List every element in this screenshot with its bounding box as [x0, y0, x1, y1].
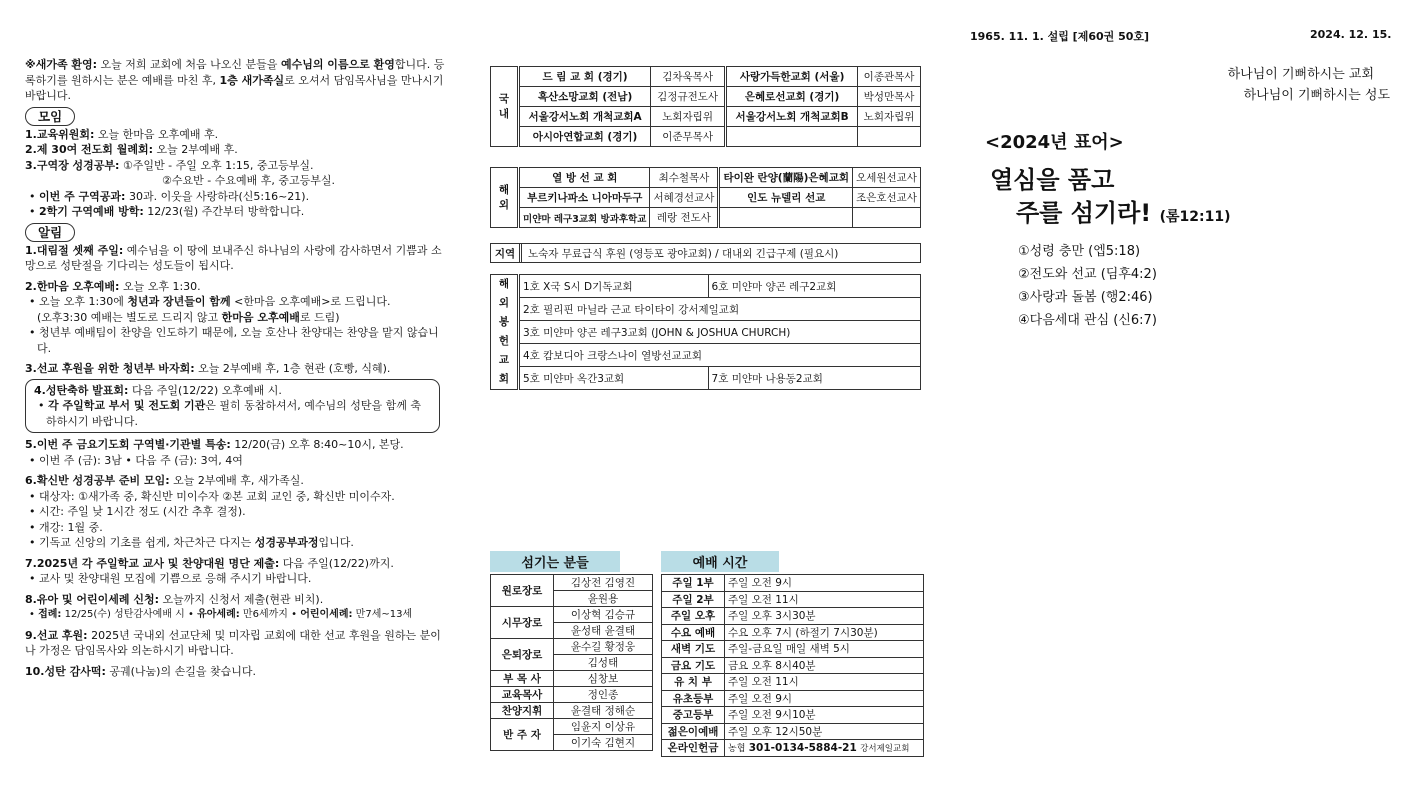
notice-item: 3.선교 후원을 위한 청년부 바자회: 오늘 2부예배 후, 1층 현관 (호빵, 식혜). [25, 362, 391, 375]
table-cell: 이준무목사 [651, 127, 726, 147]
servant-names: 윤원용 [554, 591, 653, 607]
table-row [662, 657, 924, 674]
year-theme-title: <2024년 표어> [985, 132, 1124, 153]
table-cell: 김정규전도사 [651, 87, 726, 107]
servant-names: 심창보 [554, 671, 653, 687]
motto-line: 하나님이 기뻐하시는 성도 [1243, 88, 1390, 103]
notice-bullet: • 기독교 신앙의 기초를 쉽게, 차근차근 다지는 성경공부과정입니다. [29, 536, 354, 549]
servant-names: 윤수길 황정웅 [554, 639, 653, 655]
worship-time: 주일 오전 9시 [725, 690, 924, 707]
online-offering-account [725, 740, 924, 757]
servant-role: 시무장로 [491, 607, 554, 639]
worship-time: 수요 오후 7시 (하절기 7시30분) [725, 624, 924, 641]
table-cell: 미얀마 레구3교회 방과후학교 [519, 208, 650, 228]
theme-reference: (롬12:11) [1159, 209, 1231, 225]
table-row [491, 344, 921, 367]
table-cell: 오세원선교사 [853, 168, 921, 188]
table-row [491, 127, 921, 147]
table-cell: 2호 필리핀 마닐라 근교 타이타이 강서제일교회 [519, 298, 921, 321]
meeting-item: 1.교육위원회: 오늘 한마음 오후예배 후. [25, 127, 219, 141]
servant-names: 윤결태 정해순 [554, 703, 653, 719]
table-cell: 흑산소망교회 (전남) [519, 87, 651, 107]
meeting-item: 2.제 30여 전도회 월례회: 오늘 2부예배 후. [25, 143, 238, 156]
table-cell [719, 208, 853, 228]
account-number: 301-0134-5884-21 [748, 742, 857, 755]
motto-line: 하나님이 기뻐하시는 교회 [1227, 67, 1374, 82]
worship-title: 예배 시간 [661, 551, 779, 572]
table-cell: 서울강서노회 개척교회A [519, 107, 651, 127]
overseas-label: 해외 [491, 168, 519, 228]
table-row [491, 275, 921, 298]
worship-time: 주일 오전 9시10분 [725, 707, 924, 724]
notice-bullet: • 청년부 예배팀이 찬양을 인도하기 때문에, 오늘 호산나 찬양대는 찬양을 맡지 않습니다. [29, 326, 439, 355]
notice-item: 10.성탄 감사떡: 공궤(나눔)의 손길을 찾습니다. [25, 664, 256, 678]
worship-times-table [661, 574, 924, 757]
table-row [491, 703, 653, 719]
table-cell: 서울강서노회 개척교회B [726, 107, 858, 127]
left-column [25, 57, 450, 679]
meetings-section-label: 모임 [25, 107, 75, 126]
table-cell: 인도 뉴델리 선교 [719, 188, 853, 208]
worship-time: 주일 오전 11시 [725, 674, 924, 691]
servant-role: 반 주 자 [491, 719, 554, 751]
table-row [662, 608, 924, 625]
table-row [491, 671, 653, 687]
table-cell [726, 127, 858, 147]
notice-item: 1.대림절 셋째 주일: 예수님을 이 땅에 보내주신 하나님의 사랑에 감사하면서 기쁨과 소망으로 성탄절을 기다리는 성도들이 됩시다. [25, 243, 442, 272]
table-row [491, 575, 653, 591]
table-cell: 최수철목사 [650, 168, 719, 188]
theme-line-1: 열심을 품고 [990, 166, 1115, 194]
overseas-support-table [490, 167, 921, 228]
table-cell: 은혜로선교회 (경기) [726, 87, 858, 107]
worship-name: 주일 1부 [662, 575, 725, 592]
notice-item: 8.유아 및 어린이세례 신청: 오늘까지 신청서 제출(현관 비치). [25, 592, 324, 606]
worship-name: 새벽 기도 [662, 641, 725, 658]
servant-role: 찬양지휘 [491, 703, 554, 719]
region-support-band [490, 243, 921, 263]
table-row [662, 740, 924, 757]
table-cell: 사랑가득한교회 (서울) [726, 67, 858, 87]
region-label: 지역 [491, 244, 522, 262]
worship-time: 주일 오전 9시 [725, 575, 924, 592]
notice-bullet: • 시간: 주일 낮 1시간 정도 (시간 추후 결정). [29, 505, 246, 518]
notice-item: 7.2025년 각 주일학교 교사 및 찬양대원 명단 제출: 다음 주일(12/22)까지. [25, 556, 394, 570]
region-text: 노숙자 무료급식 후원 (영등포 광야교회) / 대내외 긴급구제 (필요시) [528, 247, 839, 260]
worship-name: 중고등부 [662, 707, 725, 724]
domestic-label: 국내 [491, 67, 519, 147]
table-cell: 6호 미얀마 양곤 레구2교회 [708, 275, 920, 298]
worship-time: 금요 오후 8시40분 [725, 657, 924, 674]
founding-info: 1965. 11. 1. 설립 [제60권 50호] [970, 30, 1150, 43]
table-row [491, 188, 921, 208]
table-cell: 서혜경선교사 [650, 188, 719, 208]
online-offering-label: 온라인헌금 [662, 740, 725, 757]
notice-item: 5.이번 주 금요기도회 구역별·기관별 특송: 12/20(금) 오후 8:40~10시, 본당. [25, 438, 404, 451]
notice-bullet: • 접례: 12/25(수) 성탄감사예배 시 • 유아세례: 만6세까지 • 어린이세례: 만7세~13세 [29, 609, 413, 620]
servant-names: 이상혁 김승규 [554, 607, 653, 623]
table-row [662, 624, 924, 641]
worship-time: 주일 오후 12시50분 [725, 723, 924, 740]
table-row [491, 321, 921, 344]
notice-item: 2.한마음 오후예배: 오늘 오후 1:30. [25, 279, 201, 293]
table-row [662, 674, 924, 691]
servant-role: 교육목사 [491, 687, 554, 703]
table-cell: 7호 미얀마 나용동2교회 [708, 367, 920, 390]
notice-bullet: • 오늘 오후 1:30에 청년과 장년들이 함께 <한마음 오후예배>로 드립니다. (오후3:30 예배는 별도로 드리지 않고 한마음 오후예배로 드림) [29, 295, 391, 324]
servant-names: 김상전 김영진 [554, 575, 653, 591]
table-cell: 열 방 선 교 회 [519, 168, 650, 188]
worship-name: 유 치 부 [662, 674, 725, 691]
servant-role: 은퇴장로 [491, 639, 554, 671]
worship-name: 주일 오후 [662, 608, 725, 625]
table-cell: 타이완 란양(蘭陽)은혜교회 [719, 168, 853, 188]
notice-bullet: • 대상자: ①새가족 중, 확신반 미이수자 ②본 교회 교인 중, 확신반 미이수자. [29, 489, 395, 503]
notices-section-label: 알림 [25, 223, 75, 242]
table-cell: 노회자립위 [651, 107, 726, 127]
table-row [662, 641, 924, 658]
table-cell: 조은호선교사 [853, 188, 921, 208]
theme-points [1018, 240, 1157, 332]
table-cell: 1호 X국 S시 D기독교회 [519, 275, 709, 298]
table-row [662, 723, 924, 740]
table-row [662, 690, 924, 707]
table-cell: 드 림 교 회 (경기) [519, 67, 651, 87]
notice-item: 9.선교 후원: 2025년 국내외 선교단체 및 미자립 교회에 대한 선교 후원을 원하는 분이나 가정은 담임목사와 의논하시기 바랍니다. [25, 628, 441, 657]
notice-bullet: • 이번 주 (금): 3남 • 다음 주 (금): 3여, 4여 [29, 453, 243, 467]
table-row [491, 367, 921, 390]
church-motto [1150, 64, 1390, 106]
theme-point: ④다음세대 관심 (신6:7) [1018, 313, 1157, 328]
worship-name: 금요 기도 [662, 657, 725, 674]
planted-label: 해 외 봉 헌 교 회 [491, 275, 519, 390]
bank-name: 농협 [728, 744, 746, 755]
table-row [491, 298, 921, 321]
servant-names: 김성태 [554, 655, 653, 671]
worship-name: 유초등부 [662, 690, 725, 707]
notice-bullet: • 교사 및 찬양대원 모집에 기쁨으로 응해 주시기 바랍니다. [29, 572, 312, 585]
notice-item: 6.확신반 성경공부 준비 모임: 오늘 2부예배 후, 새가족실. [25, 474, 304, 487]
table-row [662, 575, 924, 592]
servant-role: 부 목 사 [491, 671, 554, 687]
account-holder: 강서제일교회 [860, 744, 910, 755]
meeting-bullet: • 이번 주 구역공과: 30과. 이웃을 사랑하라(신5:16~21). [29, 189, 310, 203]
notice-bullet: • 개강: 1월 중. [29, 520, 103, 534]
servants-table [490, 574, 653, 751]
worship-name: 수요 예배 [662, 624, 725, 641]
table-cell: 부르키나파소 니아마두구 [519, 188, 650, 208]
table-row [491, 607, 653, 623]
table-cell: 3호 미얀마 양곤 레구3교회 (JOHN & JOSHUA CHURCH) [519, 321, 921, 344]
servant-names: 이기숙 김현지 [554, 735, 653, 751]
servant-role: 원로장로 [491, 575, 554, 607]
meeting-item-cont: ②수요반 - 수요예배 후, 중고등부실. [162, 174, 335, 187]
table-cell [858, 127, 921, 147]
table-row [491, 67, 921, 87]
servants-title: 섬기는 분들 [490, 551, 620, 572]
table-cell: 박성만목사 [858, 87, 921, 107]
table-row [491, 639, 653, 655]
worship-name: 젊은이예배 [662, 723, 725, 740]
table-cell: 5호 미얀마 옥간3교회 [519, 367, 709, 390]
meeting-item: 3.구역장 성경공부: ①주일반 - 주일 오후 1:15, 중고등부실. [25, 158, 314, 172]
table-row [662, 591, 924, 608]
table-row [491, 168, 921, 188]
servant-names: 윤성태 윤결태 [554, 623, 653, 639]
table-row [491, 107, 921, 127]
planted-churches-table [490, 274, 921, 390]
table-row [491, 87, 921, 107]
table-cell: 노회자립위 [858, 107, 921, 127]
table-row [491, 719, 653, 735]
table-cell: 4호 캄보디아 크랑스나이 열방선교교회 [519, 344, 921, 367]
table-cell: 레랑 전도사 [650, 208, 719, 228]
table-cell: 이종관목사 [858, 67, 921, 87]
table-row [662, 707, 924, 724]
bulletin-date: 2024. 12. 15. [1310, 28, 1392, 41]
table-cell: 아시아연합교회 (경기) [519, 127, 651, 147]
theme-point: ②전도와 선교 (딤후4:2) [1018, 267, 1157, 282]
table-row [491, 687, 653, 703]
meeting-bullet: • 2학기 구역예배 방학: 12/23(월) 주간부터 방학합니다. [29, 205, 305, 218]
notice-box-christmas: 4.성탄축하 발표회: 다음 주일(12/22) 오후예배 시. • 각 주일학교 부서 및 전도회 기관은 필히 동참하셔서, 예수님의 성탄을 함께 축하하시기 바랍니다. [25, 379, 440, 434]
table-row [491, 208, 921, 228]
table-cell: 김차욱목사 [651, 67, 726, 87]
mission-support-table [490, 66, 921, 147]
worship-name: 주일 2부 [662, 591, 725, 608]
theme-point: ①성령 충만 (엡5:18) [1018, 244, 1141, 259]
worship-time: 주일-금요일 매일 새벽 5시 [725, 641, 924, 658]
theme-line-2: 주를 섬기라! (롬12:11) [1016, 199, 1231, 227]
theme-point: ③사랑과 돌봄 (행2:46) [1018, 290, 1153, 305]
servant-names: 정인종 [554, 687, 653, 703]
worship-time: 주일 오전 11시 [725, 591, 924, 608]
welcome-notice: ※새가족 환영: 오늘 저희 교회에 처음 나오신 분들을 예수님의 이름으로 환영합니다. 등록하기를 원하시는 분은 예배를 마친 후, 1층 새가족실로 오셔서 담임목사님을 만나시기 바랍니다. [25, 58, 445, 102]
worship-time: 주일 오후 3시30분 [725, 608, 924, 625]
servant-names: 임윤지 이상유 [554, 719, 653, 735]
table-cell [853, 208, 921, 228]
